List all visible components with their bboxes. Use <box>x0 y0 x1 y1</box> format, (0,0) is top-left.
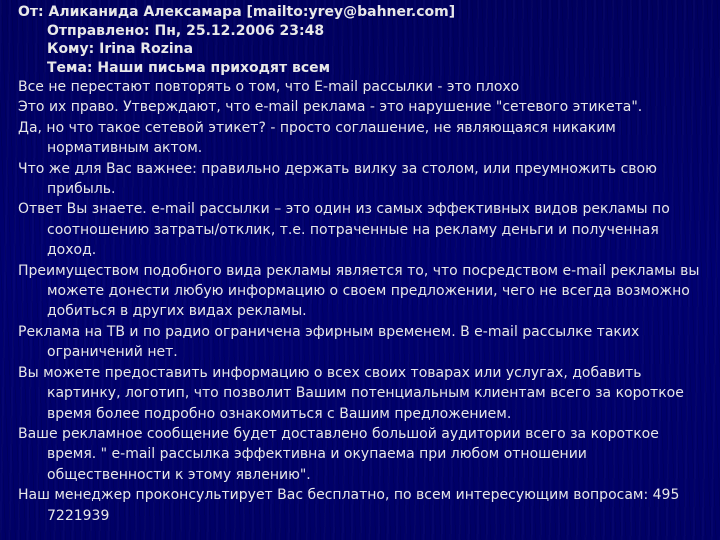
email-header <box>18 3 704 77</box>
email-subject-line: Тема: Наши письма приходят всем <box>47 59 331 76</box>
email-body <box>18 77 704 526</box>
body-paragraph: Вы можете предоставить информацию о всех своих товарах или услугах, добавить картинку, логотип, что позволит Вашим потенциальным клиентам всего за короткое время более подробно ознакомиться с Вашим предложением. <box>18 364 684 422</box>
body-paragraph: Что же для Вас важнее: правильно держать вилку за столом, или преумножить свою прибыль. <box>18 160 657 198</box>
body-paragraph: Все не перестают повторять о том, что E-mail рассылки - это плохо <box>18 79 520 95</box>
body-paragraph: Ваше рекламное сообщение будет доставлено большой аудитории всего за короткое время. " e-mail рассылка эффективна и окупаема при любом отношении общественности к этому явлению". <box>18 425 659 483</box>
email-from-line: От: Аликанида Алексамара [mailto:yrey@bahner.com] <box>18 4 456 20</box>
email-to-line: Кому: Irina Rozina <box>47 41 194 57</box>
email-sent-line: Отправлено: Пн, 25.12.2006 23:48 <box>47 22 325 39</box>
body-paragraph: Ответ Вы знаете. e-mail рассылки – это один из самых эффективных видов рекламы по соотношению затраты/отклик, т.е. потраченные на рекламу деньги и полученная доход. <box>18 201 670 259</box>
body-paragraph: Преимуществом подобного вида рекламы является то, что посредством e-mail рекламы вы можете донести любую информацию о своем предложении, чего не всегда возможно добиться в других видах рекламы. <box>18 262 700 320</box>
body-paragraph: Да, но что такое сетевой этикет? - просто соглашение, не являющаяся никаким нормативным актом. <box>18 119 616 157</box>
slide-content <box>18 3 704 526</box>
body-paragraph: Наш менеджер проконсультирует Вас бесплатно, по всем интересующим вопросам: 495 7221939 <box>18 487 680 524</box>
body-paragraph: Это их право. Утверждают, что e-mail реклама - это нарушение "сетевого этикета". <box>18 99 643 116</box>
body-paragraph: Реклама на ТВ и по радио ограничена эфирным временем. В e-mail рассылке таких ограничений нет. <box>18 323 640 361</box>
